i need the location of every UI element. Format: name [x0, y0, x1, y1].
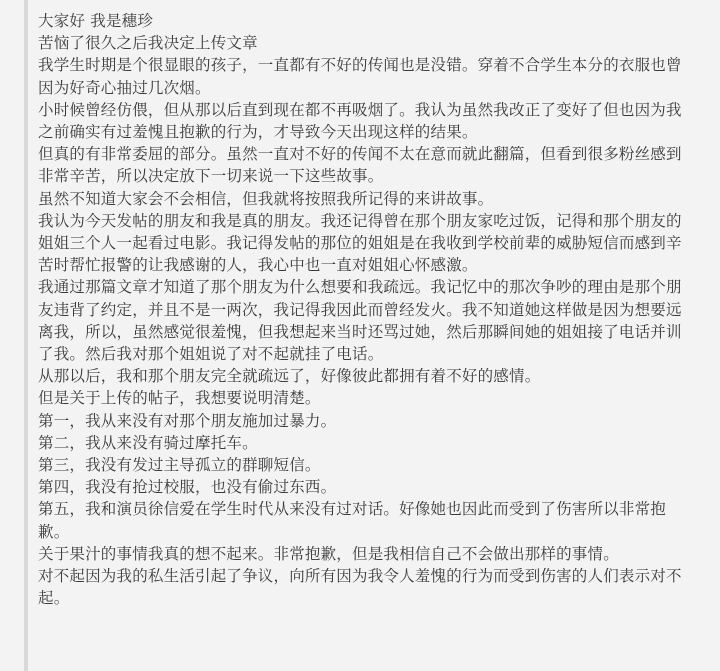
paragraph-argument: 我通过那篇文章才知道了那个朋友为什么想要和我疏远。我记忆中的那次争吵的理由是那个朋友违背了约定，并且不是一两次，我记得我因此而曾经发火。我不知道她这样做是因为想要远离我，所以，虽然感觉很羞愧，但我想起来当时还骂过她，然后那瞬间她的姐姐接了电话并训了我。然后我对那个姐姐说了对不起就挂了电话。 [38, 278, 682, 364]
paragraph-decision: 苦恼了很久之后我决定上传文章 [38, 34, 258, 53]
paragraph-point-5: 第五，我和演员徐信爱在学生时代从来没有过对话。好像她也因此而受到了伤害所以非常抱歉。 [38, 500, 667, 541]
paragraph-student-days: 我学生时期是个很显眼的孩子，一直都有不好的传闻也是没错。穿着不合学生本分的衣服也曾因为好奇心抽过几次烟。 [38, 56, 682, 97]
quote-bar [24, 0, 28, 671]
paragraph-point-1: 第一，我从来没有对那个朋友施加过暴力。 [38, 411, 337, 430]
paragraph-point-4: 第四，我没有抢过校服，也没有偷过东西。 [38, 478, 337, 497]
post-content [38, 10, 684, 609]
paragraph-greeting: 大家好 我是穗珍 [38, 12, 154, 30]
paragraph-estranged: 从那以后，我和那个朋友完全就疏远了，好像彼此都拥有着不好的感情。 [38, 367, 541, 386]
paragraph-point-2: 第二，我从来没有骑过摩托车。 [38, 433, 258, 452]
paragraph-juice: 关于果汁的事情我真的想不起来。非常抱歉，但是我相信自己不会做出那样的事情。 [38, 544, 619, 563]
paragraph-grievance: 但真的有非常委屈的部分。虽然一直对不好的传闻不太在意而就此翻篇，但看到很多粉丝感到非常辛苦，所以决定放下一切来说一下这些故事。 [38, 145, 682, 186]
paragraph-clarify: 但是关于上传的帖子，我想要说明清楚。 [38, 389, 321, 408]
paragraph-point-3: 第三，我没有发过主导孤立的群聊短信。 [38, 456, 321, 475]
paragraph-smoking: 小时候曾经仿偎，但从那以后直到现在都不再吸烟了。我认为虽然我改正了变好了但也因为我之前确实有过羞愧且抱歉的行为，才导致今天出现这样的结果。 [38, 100, 682, 142]
paragraph-friend: 我认为今天发帖的朋友和我是真的朋友。我还记得曾在那个朋友家吃过饭，记得和那个朋友的姐姐三个人一起看过电影。我记得发帖的那位的姐姐是在我收到学校前辈的威胁短信而感到辛苦时帮忙报警的让我感谢的人，我心中也一直对姐姐心怀感激。 [38, 211, 682, 275]
paragraph-apology: 对不起因为我的私生活引起了争议，向所有因为我令人羞愧的行为而受到伤害的人们表示对不起。 [38, 567, 682, 608]
paragraph-intro-story: 虽然不知道大家会不会相信，但我就将按照我所记得的来讲故事。 [38, 189, 494, 208]
